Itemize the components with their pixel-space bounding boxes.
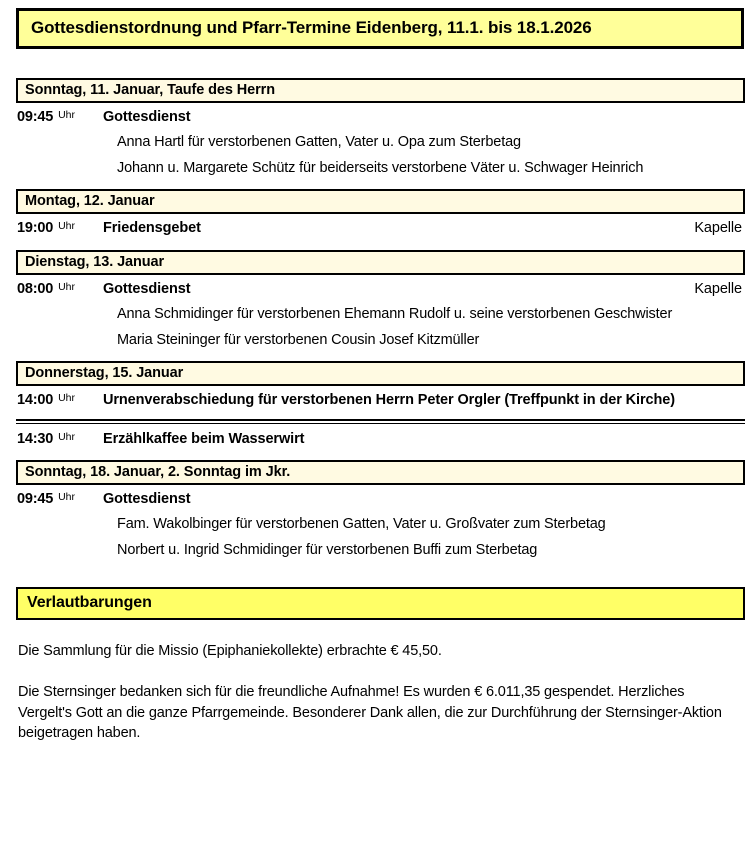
day-block xyxy=(16,460,745,562)
day-block xyxy=(16,78,745,180)
announcements-body xyxy=(16,641,745,744)
day-header-label: Montag, 12. Januar xyxy=(25,193,155,210)
event-row xyxy=(16,485,745,509)
document-title-banner xyxy=(16,8,744,49)
page-title: Gottesdienstordnung und Pfarr-Termine Eidenberg, 11.1. bis 18.1.2026 xyxy=(31,18,592,37)
day-block xyxy=(16,189,745,239)
event-time-unit: Uhr xyxy=(58,280,76,293)
intention-list xyxy=(16,515,745,560)
event-time-unit: Uhr xyxy=(58,490,76,503)
day-header xyxy=(16,189,745,214)
announcements-section xyxy=(16,587,745,744)
list-item: Norbert u. Ingrid Schmidinger für verstorbenen Buffi zum Sterbetag xyxy=(117,541,538,558)
event-time-unit: Uhr xyxy=(58,220,76,233)
event-time xyxy=(17,108,103,126)
event-time-unit: Uhr xyxy=(58,108,76,121)
event-row xyxy=(16,424,745,449)
event-time xyxy=(17,391,103,409)
day-header xyxy=(16,361,745,386)
event-name: Erzählkaffee beim Wasserwirt xyxy=(103,430,305,447)
day-body xyxy=(16,275,745,352)
day-body xyxy=(16,386,745,450)
event-time xyxy=(17,430,103,448)
day-body xyxy=(16,485,745,562)
event-time-unit: Uhr xyxy=(58,430,76,443)
intention-list xyxy=(16,305,745,350)
event-time-unit: Uhr xyxy=(58,392,76,405)
event-time xyxy=(17,490,103,508)
schedule-table xyxy=(16,78,745,562)
day-body xyxy=(16,103,745,180)
intention-list xyxy=(16,133,745,178)
list-item: Anna Hartl für verstorbenen Gatten, Vater u. Opa zum Sterbetag xyxy=(117,133,521,150)
day-header xyxy=(16,78,745,103)
list-item: Maria Steininger für verstorbenen Cousin Josef Kitzmüller xyxy=(117,331,480,348)
event-time-value: 14:30 xyxy=(17,430,54,447)
event-row xyxy=(16,214,745,238)
announcement-paragraph: Die Sternsinger bedanken sich für die freundliche Aufnahme! Es wurden € 6.011,35 gespendet. Herzliches Vergelt's Gott an die ganze Pfarrgemeinde. Besonderer Dank allen, die zur Durchführung der Sternsinger-Aktion beigetragen haben. xyxy=(18,684,722,742)
event-row xyxy=(16,103,745,127)
day-body xyxy=(16,214,745,239)
event-place: Kapelle xyxy=(694,280,742,297)
event-name: Gottesdienst xyxy=(103,108,191,125)
day-header xyxy=(16,250,745,275)
event-time-value: 19:00 xyxy=(17,220,54,237)
day-header-label: Dienstag, 13. Januar xyxy=(25,253,165,270)
event-name: Gottesdienst xyxy=(103,280,191,297)
list-item: Fam. Wakolbinger für verstorbenen Gatten, Vater u. Großvater zum Sterbetag xyxy=(117,516,606,533)
day-block xyxy=(16,361,745,450)
event-time-value: 14:00 xyxy=(17,392,54,409)
event-name: Friedensgebet xyxy=(103,220,201,237)
list-item: Anna Schmidinger für verstorbenen Ehemann Rudolf u. seine verstorbenen Geschwister xyxy=(117,305,673,322)
day-header xyxy=(16,460,745,485)
event-time xyxy=(17,280,103,298)
event-time-value: 08:00 xyxy=(17,280,54,297)
day-header-label: Donnerstag, 15. Januar xyxy=(25,365,184,382)
event-name: Urnenverabschiedung für verstorbenen Herrn Peter Orgler (Treffpunkt in der Kirche) xyxy=(103,392,675,409)
event-row xyxy=(16,275,745,299)
event-row xyxy=(16,386,745,410)
announcements-title: Verlautbarungen xyxy=(27,593,152,611)
day-block xyxy=(16,250,745,352)
list-item: Johann u. Margarete Schütz für beiderseits verstorbene Väter u. Schwager Heinrich xyxy=(117,159,644,176)
day-header-label: Sonntag, 11. Januar, Taufe des Herrn xyxy=(25,81,275,98)
announcement-paragraph: Die Sammlung für die Missio (Epiphaniekollekte) erbrachte € 45,50. xyxy=(18,642,442,659)
event-name: Gottesdienst xyxy=(103,490,191,507)
announcements-header xyxy=(16,587,745,620)
event-place: Kapelle xyxy=(694,220,742,237)
event-time xyxy=(17,219,103,237)
event-time-value: 09:45 xyxy=(17,490,54,507)
day-header-label: Sonntag, 18. Januar, 2. Sonntag im Jkr. xyxy=(25,463,291,480)
event-time-value: 09:45 xyxy=(17,108,54,125)
